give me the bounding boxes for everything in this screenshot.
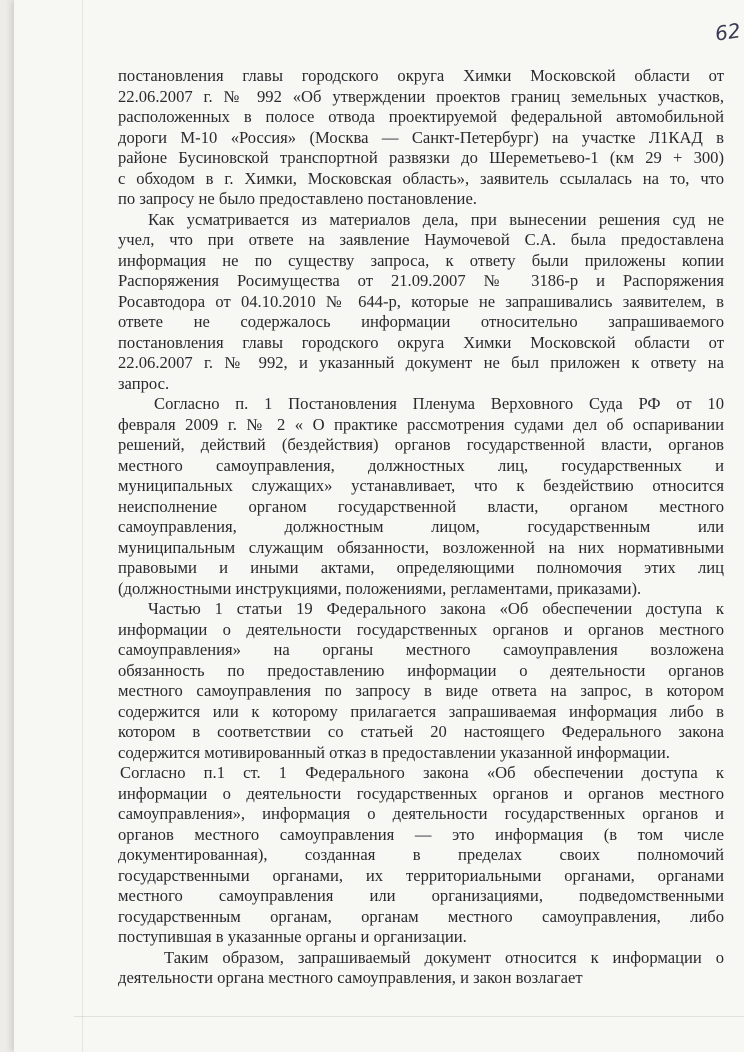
- text-line: самоуправления, должностным лицом, государственным или: [118, 517, 724, 536]
- text-line: постановления главы городского округа Химки Московской области от: [118, 66, 724, 85]
- paragraph-p3: [118, 394, 724, 599]
- text-line: самоуправления», информация о деятельности государственных органов и: [118, 804, 724, 823]
- text-line: обязанность по предоставлению информации о деятельности органов: [118, 660, 724, 680]
- text-line: учел, что при ответе на заявление Наумочевой С.А. была предоставлена: [118, 230, 724, 249]
- text-line: с обходом в г. Химки, Московская область», заявитель ссылалась на то, что: [118, 168, 724, 188]
- text-line: Распоряжения Росимущества от 21.09.2007 № 3186-р и Распоряжения: [118, 271, 724, 290]
- text-line: Согласно п.1 ст. 1 Федерального закона «Об обеспечении доступа к: [120, 763, 724, 782]
- text-line: Частью 1 статьи 19 Федерального закона «Об обеспечении доступа к: [148, 599, 724, 618]
- paragraph-p5: [118, 763, 724, 948]
- document-body: [118, 66, 724, 989]
- text-line: содержится или к которому прилагается запрашиваемая информация либо в: [118, 701, 724, 721]
- page-number: 62: [713, 18, 742, 46]
- text-line: районе Бусиновской транспортной развязки до Шереметьево-1 (км 29 + 300): [118, 148, 724, 167]
- text-line: деятельности органа местного самоуправления, и закон возлагает: [118, 968, 583, 987]
- text-line: местного самоуправления по запросу в виде ответа на запрос, в котором: [118, 681, 724, 700]
- text-line: муниципальных служащих» устанавливает, что к бездействию относится: [118, 476, 724, 495]
- text-line: постановления главы городского округа Химки Московской области от: [118, 332, 724, 352]
- text-line: ответе не содержалось информации относительно запрашиваемого: [118, 312, 724, 331]
- text-line: самоуправления» на органы местного самоуправления возложена: [118, 640, 724, 659]
- text-line: расположенных в полосе отвода проектируемой федеральной автомобильной: [118, 107, 724, 126]
- text-line: содержится мотивированный отказ в предоставлении указанной информации.: [118, 742, 670, 762]
- text-line: решений, действий (бездействия) органов государственной власти, органов: [118, 435, 724, 454]
- text-line: Таким образом, запрашиваемый документ относится к информации о: [164, 947, 724, 967]
- paragraph-p2: [118, 210, 724, 395]
- text-line: документированная), созданная в пределах своих полномочий: [118, 845, 724, 864]
- paragraph-p6: [118, 948, 724, 989]
- text-line: котором в соответствии со статьей 20 настоящего Федерального закона: [118, 722, 724, 741]
- text-line: запрос.: [118, 373, 170, 393]
- text-line: по запросу не было предоставлено постановление.: [118, 189, 477, 208]
- text-line: неисполнение органом государственной власти, органом местного: [118, 496, 724, 516]
- text-line: местного самоуправления или организациями, подведомственными: [118, 886, 724, 905]
- text-line: местного самоуправления, должностных лиц, государственных и: [118, 455, 724, 475]
- paragraph-p4: [118, 599, 724, 763]
- text-line: органов местного самоуправления — это информация (в том числе: [118, 824, 724, 844]
- text-line: муниципальным служащим обязанности, возложенной на них нормативными: [118, 537, 724, 557]
- text-line: государственным органам, органам местного самоуправления, либо: [118, 906, 724, 926]
- text-line: (должностными инструкциями, положениями, регламентами, приказами).: [118, 578, 642, 598]
- paragraph-p1: [118, 66, 724, 210]
- bottom-margin-line: [74, 1016, 744, 1017]
- text-line: 22.06.2007 г. № 992, и указанный документ не был приложен к ответу на: [118, 353, 724, 372]
- text-line: поступившая в указанные органы и организации.: [118, 927, 467, 946]
- text-line: информации о деятельности государственных органов и органов местного: [118, 783, 724, 803]
- text-line: Как усматривается из материалов дела, при вынесении решения суд не: [148, 209, 724, 229]
- binding-margin-line: [82, 0, 83, 1052]
- text-line: информация не по существу запроса, к ответу были приложены копии: [118, 250, 724, 270]
- text-line: февраля 2009 г. № 2 « О практике рассмотрения судами дел об оспаривании: [118, 414, 724, 434]
- text-line: Росавтодора от 04.10.2010 № 644-р, которые не запрашивались заявителем, в: [118, 291, 724, 311]
- text-line: правовыми и иными актами, определяющими полномочия этих лиц: [118, 558, 724, 577]
- text-line: 22.06.2007 г. № 992 «Об утверждении проектов границ земельных участков,: [118, 86, 724, 106]
- text-line: Согласно п. 1 Постановления Пленума Верховного Суда РФ от 10: [154, 394, 724, 413]
- text-line: информации о деятельности государственных органов и органов местного: [118, 619, 724, 639]
- text-line: государственными органами, их территориальными органами, органами: [118, 865, 724, 885]
- text-line: дороги М-10 «Россия» (Москва — Санкт-Петербург) на участке Л1КАД в: [118, 127, 724, 147]
